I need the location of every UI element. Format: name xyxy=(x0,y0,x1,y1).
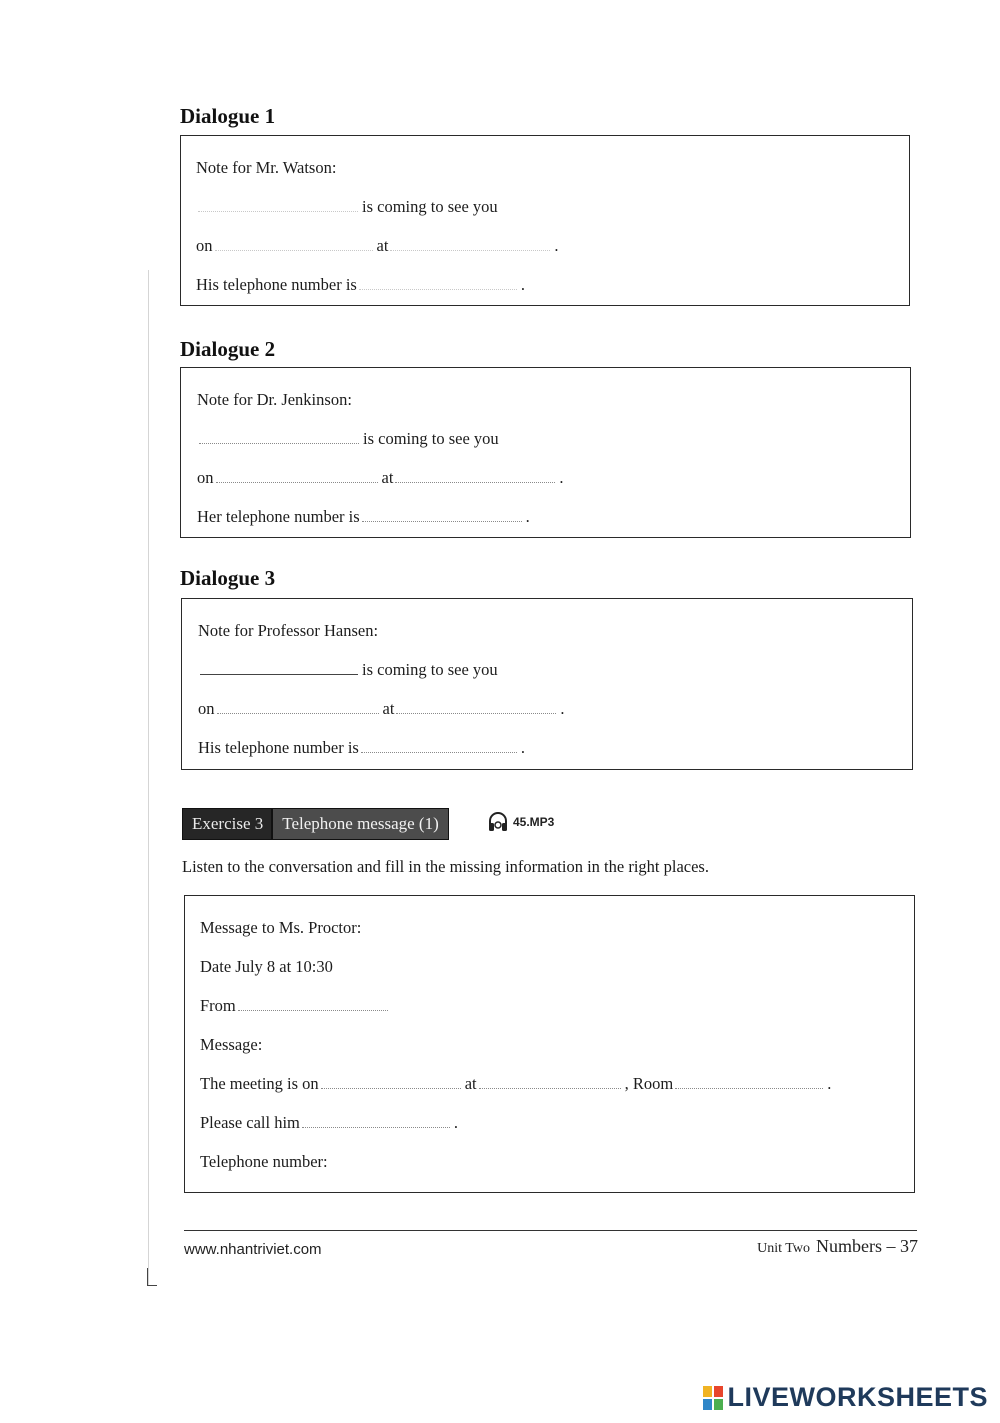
visitor-line: is coming to see you xyxy=(197,429,499,449)
room-blank[interactable] xyxy=(675,1076,823,1089)
dialogue-1-note-box xyxy=(180,135,910,306)
exercise-title: Telephone message (1) xyxy=(271,809,447,839)
call-line: Please call him . xyxy=(200,1113,459,1132)
phone-blank[interactable] xyxy=(362,509,522,522)
meeting-line: The meeting is on at , Room . xyxy=(200,1074,832,1093)
dialogue-3-note-box xyxy=(181,598,913,770)
message-label: Message: xyxy=(200,1035,263,1054)
audio-file-label: 45.MP3 xyxy=(513,815,555,829)
date-time-line: on at . xyxy=(198,699,565,718)
footer-rule xyxy=(184,1230,917,1231)
dialogue-1-heading: Dialogue 1 xyxy=(180,104,276,128)
phone-line: Her telephone number is . xyxy=(197,507,530,526)
phone-blank[interactable] xyxy=(361,740,517,753)
note-for-line: Note for Professor Hansen: xyxy=(198,621,379,640)
message-box xyxy=(184,895,915,1193)
exercise-instruction: Listen to the conversation and fill in the missing information in the right places. xyxy=(182,857,709,876)
visitor-line: is coming to see you xyxy=(196,197,498,217)
visitor-blank[interactable] xyxy=(198,199,358,212)
visitor-blank[interactable] xyxy=(200,662,358,675)
call-blank[interactable] xyxy=(302,1115,450,1128)
time-blank[interactable] xyxy=(395,470,555,483)
scan-margin-mark xyxy=(147,1268,148,1286)
footer-page-label xyxy=(757,1236,918,1257)
page-number: Numbers – 37 xyxy=(816,1236,918,1256)
note-for-line: Note for Mr. Watson: xyxy=(196,158,337,177)
brand-name: LIVEWORKSHEETS xyxy=(727,1382,988,1412)
date-blank[interactable] xyxy=(217,701,379,714)
time-blank[interactable] xyxy=(396,701,556,714)
exercise-number: Exercise 3 xyxy=(183,809,271,839)
scan-margin-line xyxy=(148,270,149,1285)
dialogue-2-note-box xyxy=(180,367,911,538)
liveworksheets-icon xyxy=(703,1386,723,1410)
date-time-line: on at . xyxy=(197,468,564,487)
visitor-line: is coming to see you xyxy=(198,660,498,680)
from-blank[interactable] xyxy=(238,998,388,1011)
date-blank[interactable] xyxy=(215,238,373,251)
note-for-line: Note for Dr. Jenkinson: xyxy=(197,390,352,409)
date-time-line: on at . xyxy=(196,236,559,255)
dialogue-3-heading: Dialogue 3 xyxy=(180,566,276,590)
audio-track[interactable] xyxy=(487,811,554,833)
footer-url[interactable]: www.nhantriviet.com xyxy=(184,1241,322,1258)
phone-line: His telephone number is . xyxy=(198,738,525,757)
message-to-line: Message to Ms. Proctor: xyxy=(200,918,362,937)
phone-line: His telephone number is . xyxy=(196,275,525,294)
scan-margin-mark xyxy=(147,1285,157,1286)
date-line: Date July 8 at 10:30 xyxy=(200,957,333,976)
date-blank[interactable] xyxy=(216,470,378,483)
headphones-icon xyxy=(487,811,509,833)
liveworksheets-logo xyxy=(703,1382,988,1413)
from-line: From xyxy=(200,996,392,1016)
time-blank[interactable] xyxy=(390,238,550,251)
exercise-header xyxy=(182,808,449,840)
visitor-blank[interactable] xyxy=(199,431,359,444)
phone-blank[interactable] xyxy=(359,277,517,290)
unit-label: Unit Two xyxy=(757,1241,810,1256)
telephone-line: Telephone number: xyxy=(200,1152,328,1171)
dialogue-2-heading: Dialogue 2 xyxy=(180,337,276,361)
meeting-date-blank[interactable] xyxy=(321,1076,461,1089)
meeting-time-blank[interactable] xyxy=(479,1076,621,1089)
